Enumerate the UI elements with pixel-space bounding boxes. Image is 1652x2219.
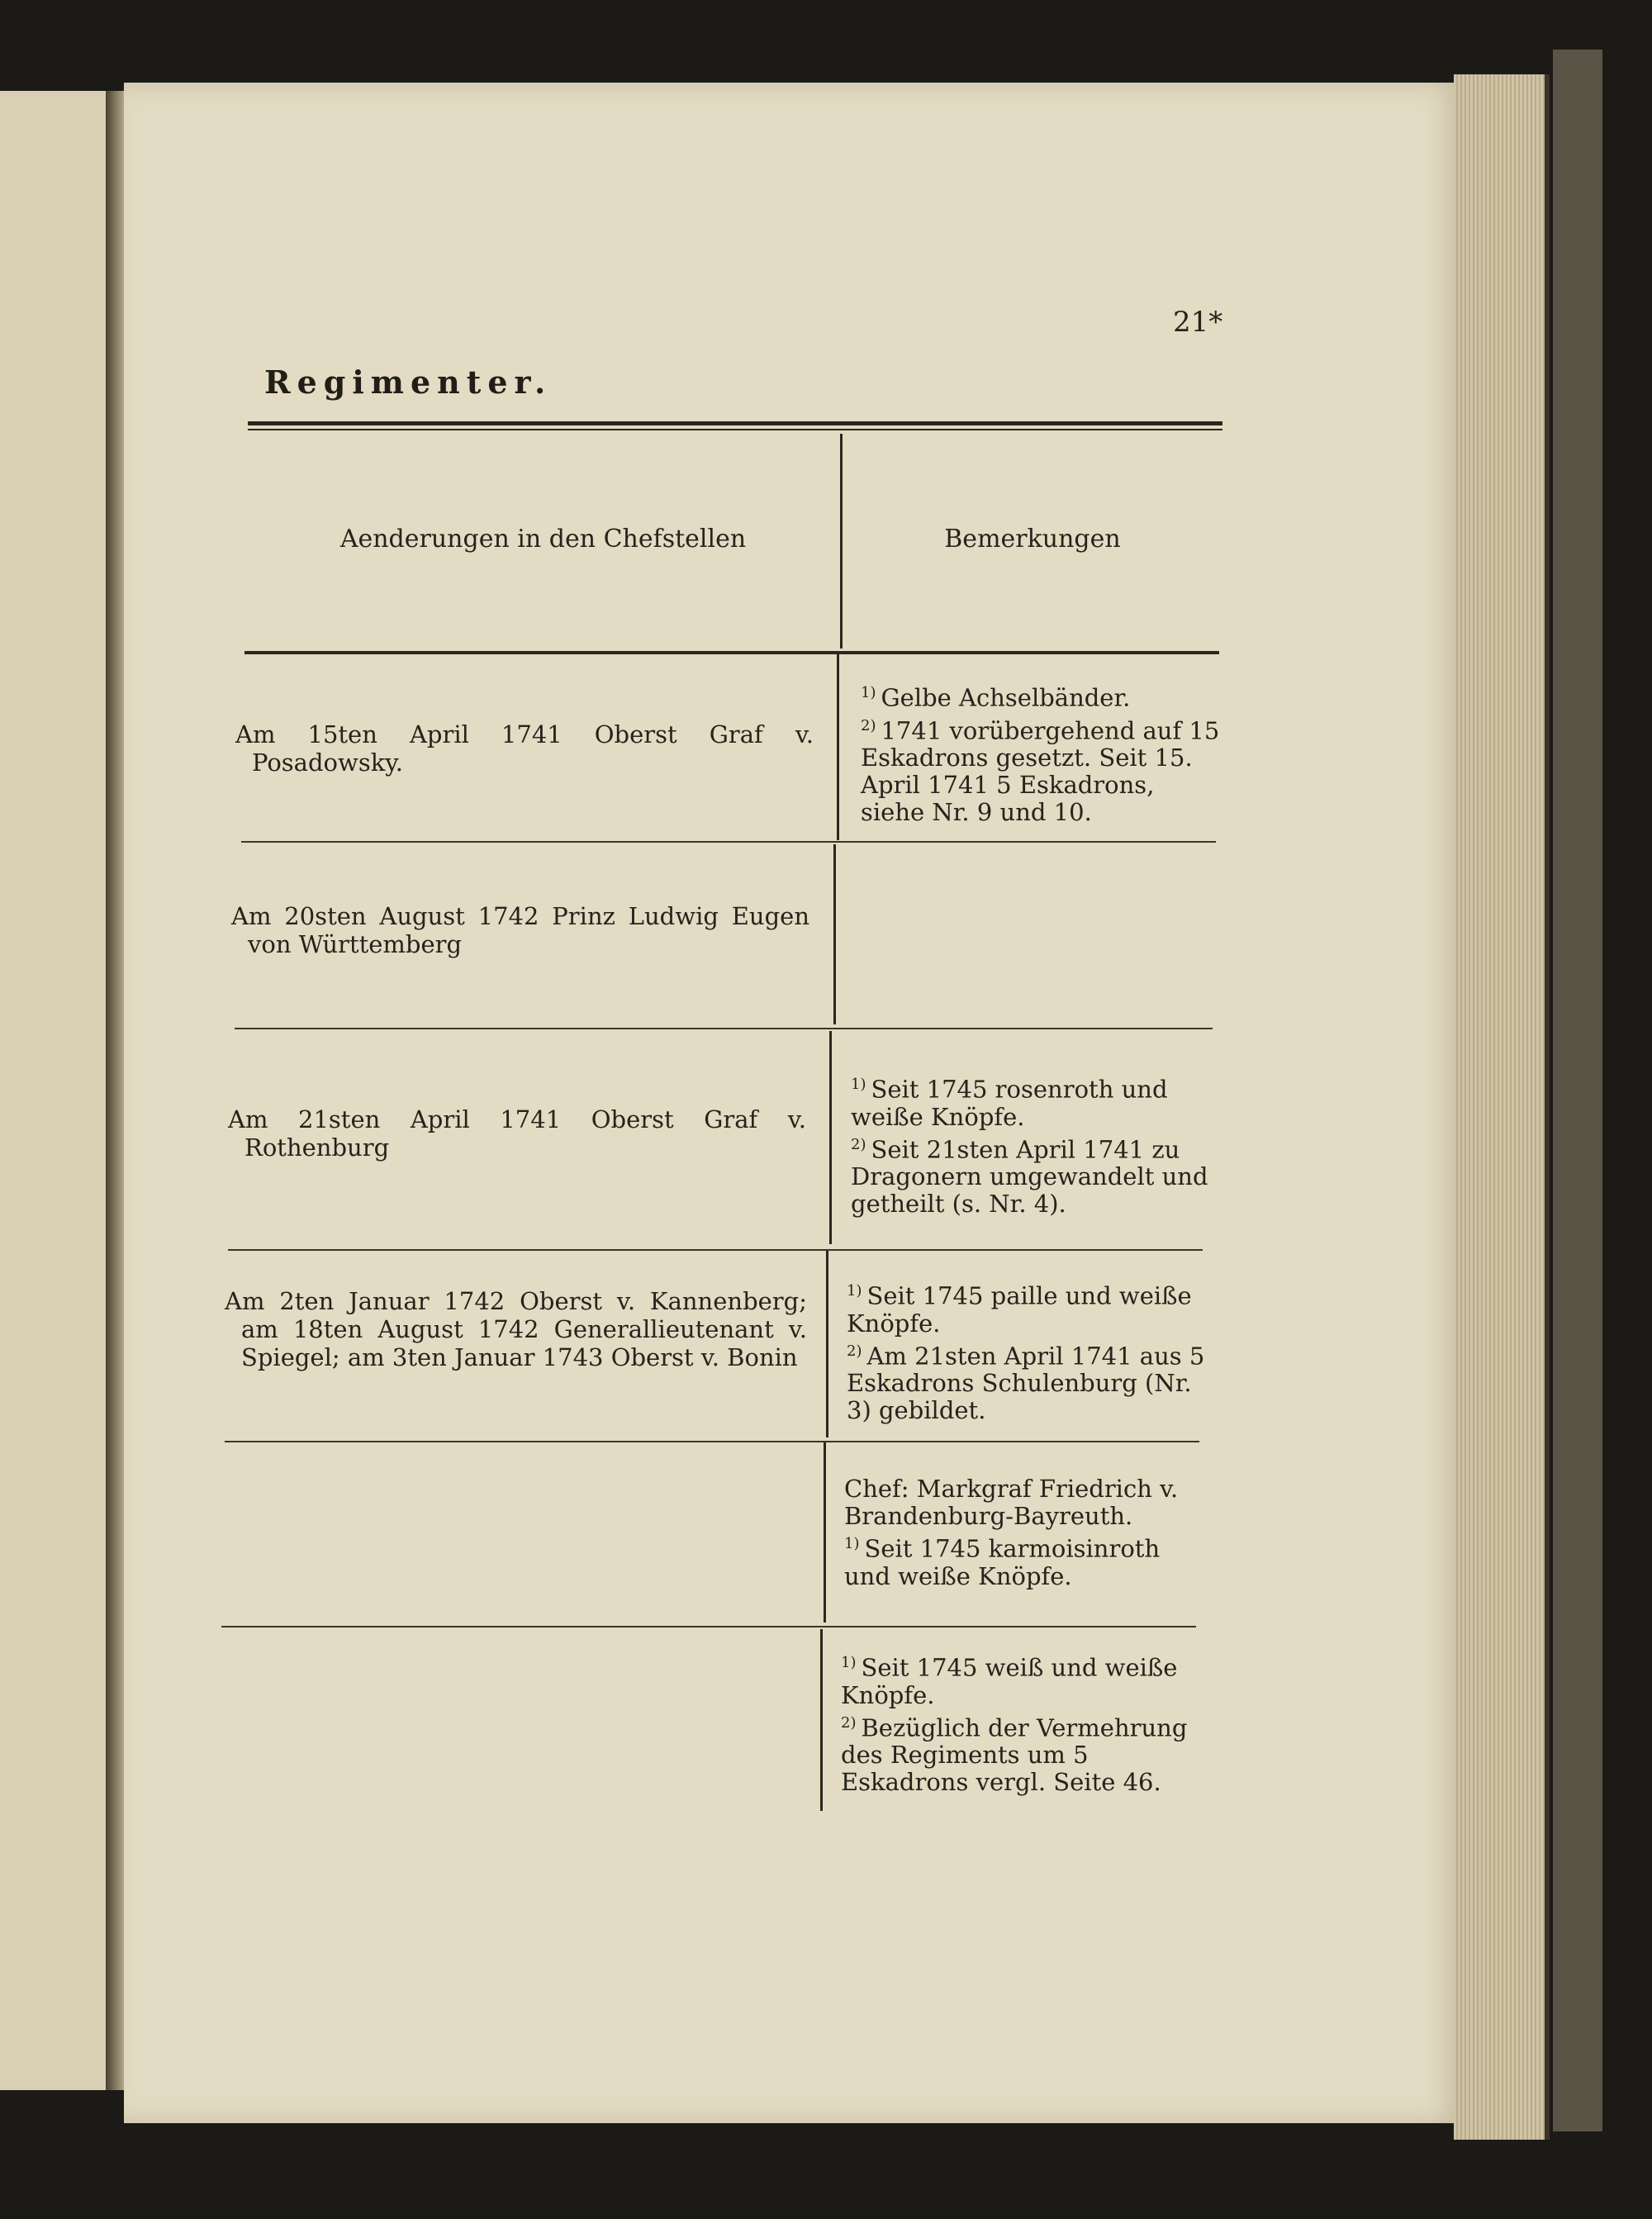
row-rule	[221, 1626, 1196, 1627]
top-rule	[248, 421, 1222, 430]
column-divider	[826, 1251, 828, 1437]
row-3-changes: Am 21sten April 1741 Oberst Graf v. Rothenburg	[228, 1105, 806, 1162]
remark-item: $^{2)}$ Seit 21sten April 1741 zu Dragonern umgewandelt und getheilt (s. Nr. 4).	[851, 1135, 1208, 1219]
remark-item: $^{1)}$ Gelbe Achselbänder.	[861, 683, 1131, 712]
page-number: 21*	[1173, 306, 1223, 339]
row-2-changes: Am 20sten August 1742 Prinz Ludwig Eugen von Württemberg	[231, 902, 809, 958]
header-rule	[244, 651, 1219, 654]
remark-item: $^{1)}$ Seit 1745 weiß und weiße Knöpfe.	[841, 1653, 1178, 1709]
remark-item: $^{1)}$ Seit 1745 karmoisinroth und weiße Knöpfe.	[844, 1534, 1161, 1590]
remark-item: $^{2)}$ 1741 vorübergehend auf 15 Eskadrons gesetzt. Seit 15. April 1741 5 Eskadrons, siehe Nr. 9 und 10.	[861, 716, 1220, 827]
column-divider	[833, 844, 836, 1024]
remark-chef: Chef: Markgraf Friedrich v. Brandenburg-Bayreuth.	[844, 1475, 1179, 1530]
column-divider	[840, 434, 843, 649]
row-rule	[225, 1441, 1199, 1442]
row-6-remarks	[841, 1649, 1204, 1796]
row-rule	[241, 841, 1216, 843]
row-1-remarks	[861, 679, 1224, 826]
facing-page-edge	[0, 91, 111, 2090]
remark-item: $^{2)}$ Am 21sten April 1741 aus 5 Eskadrons Schulenburg (Nr. 3) gebildet.	[847, 1342, 1205, 1425]
header-changes: Aenderungen in den Chefstellen	[339, 525, 747, 554]
row-4-remarks	[847, 1277, 1210, 1424]
column-divider	[820, 1629, 823, 1811]
remark-item: $^{1)}$ Seit 1745 paille und weiße Knöpfe.	[847, 1281, 1192, 1338]
column-divider	[829, 1031, 832, 1244]
row-1-changes: Am 15ten April 1741 Oberst Graf v. Posadowsky.	[235, 720, 814, 777]
row-rule	[228, 1249, 1203, 1251]
remark-item: $^{2)}$ Bezüglich der Vermehrung des Regiments um 5 Eskadrons vergl. Seite 46.	[841, 1713, 1188, 1797]
book-cover	[1553, 50, 1602, 2131]
row-3-remarks	[851, 1071, 1214, 1218]
header-remarks: Bemerkungen	[944, 525, 1121, 554]
row-rule	[235, 1028, 1213, 1029]
remark-item: $^{1)}$ Seit 1745 rosenroth und weiße Knöpfe.	[851, 1075, 1168, 1131]
row-4-changes: Am 2ten Januar 1742 Oberst v. Kannenberg; am 18ten August 1742 Generallieutenant v. Spiegel; am 3ten Januar 1743 Oberst v. Bonin	[225, 1287, 807, 1371]
page-title: Regimenter.	[264, 363, 553, 401]
page-edges	[1454, 74, 1550, 2140]
column-divider	[837, 654, 839, 840]
row-5-remarks	[844, 1475, 1208, 1590]
column-divider	[824, 1442, 826, 1623]
